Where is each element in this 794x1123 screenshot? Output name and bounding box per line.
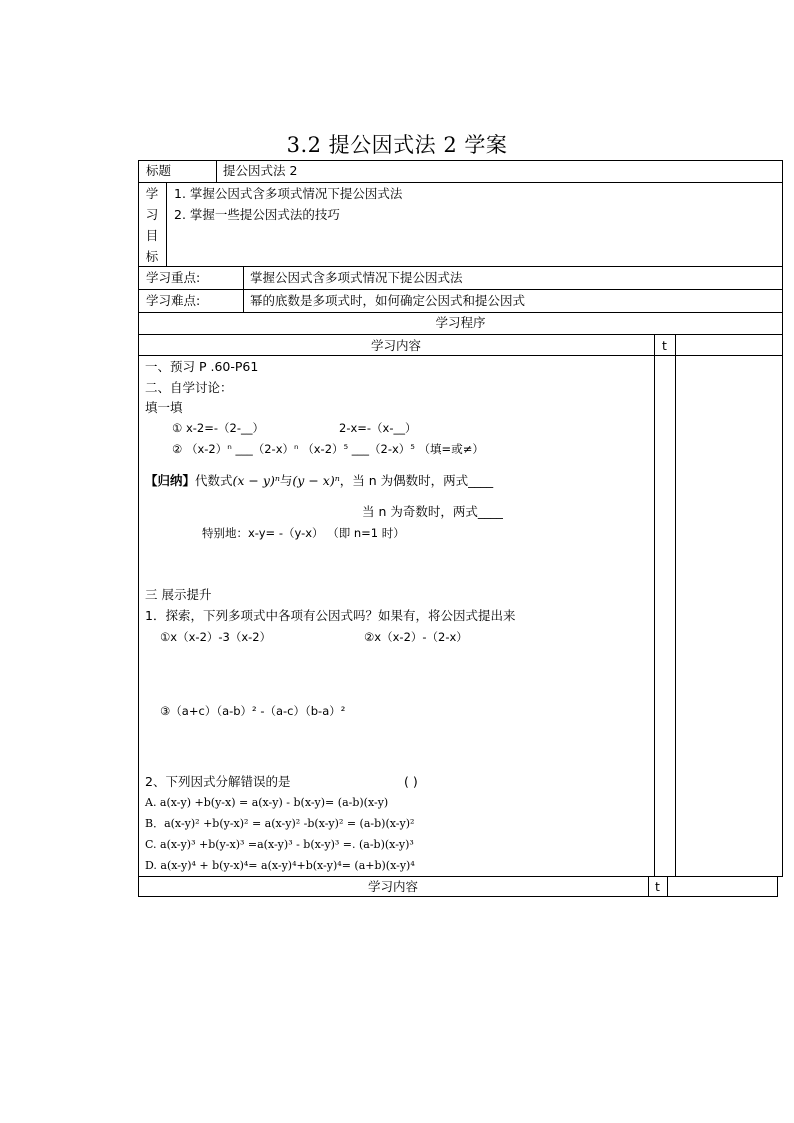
blank-item-1b: 2-x=-（x-__） xyxy=(339,421,417,435)
option-b: B．a(x-y)² +b(y-x)² = a(x-y)² -b(x-y)² = (a-b)(x-y)² xyxy=(145,817,415,830)
t-column-header: t xyxy=(662,338,667,353)
explore-question: 1．探索，下列多项式中各项有公因式吗？如果有，将公因式提出来 xyxy=(145,608,516,623)
key-point-value: 掌握公因式含多项式情况下提公因式法 xyxy=(250,270,463,285)
option-a: A. a(x-y) +b(y-x) = a(x-y) - b(x-y)= (a-b)(x-y) xyxy=(145,796,389,809)
summary-line xyxy=(145,473,493,489)
summary-expr-2: (y − x)ⁿ xyxy=(292,473,340,488)
difficulty-value: 幂的底数是多项式时，如何确定公因式和提公因式 xyxy=(250,293,526,308)
blank-item-2: ② （x-2）ⁿ ___（2-x）ⁿ （x-2）⁵ ___（2-x）⁵ （填=或≠） xyxy=(172,442,484,456)
blank-item-1a: ① x-2=-（2-__） xyxy=(172,421,264,435)
summary-tag: 【归纳】 xyxy=(145,473,196,488)
summary-with: 与 xyxy=(279,473,293,488)
fill-blank-title: 填一填 xyxy=(145,400,183,415)
option-d: D. a(x-y)⁴ + b(y-x)⁴= a(x-y)⁴+b(x-y)⁴= (a+b)(x-y)⁴ xyxy=(145,859,415,872)
special-case: 特别地：x-y= -（y-x） （即 n=1 时） xyxy=(202,526,405,540)
goal-item: 2. 掌握一些提公因式法的技巧 xyxy=(174,207,340,222)
footer-content-header: 学习内容 xyxy=(367,879,418,894)
procedure-heading: 学习程序 xyxy=(435,315,486,330)
question-2-answer-blank: ( ) xyxy=(404,774,418,789)
footer-t-header: t xyxy=(655,879,660,894)
explore-item-1: ①x（x-2）-3（x-2） xyxy=(160,630,272,644)
option-c: C. a(x-y)³ +b(y-x)³ =a(x-y)³ - b(x-y)³ =. (a-b)(x-y)³ xyxy=(145,838,414,851)
question-2: 2、下列因式分解错误的是 xyxy=(145,774,291,789)
summary-tail: ，当 n 为偶数时，两式____ xyxy=(339,473,494,488)
explore-item-3: ③（a+c）（a-b）² -（a-c）（b-a）² xyxy=(160,704,346,718)
content-column-header: 学习内容 xyxy=(370,338,421,353)
title-label: 标题 xyxy=(146,163,172,178)
show-section-title: 三 展示提升 xyxy=(145,587,212,602)
summary-odd: 当 n 为奇数时，两式____ xyxy=(362,504,503,519)
title-value: 提公因式法 2 xyxy=(223,163,298,178)
summary-expr-1: (x − y)ⁿ xyxy=(232,473,280,488)
key-point-label: 学习重点: xyxy=(146,270,201,285)
difficulty-label: 学习难点: xyxy=(146,293,201,308)
goals-label: 学 习 目 标 xyxy=(145,186,159,264)
summary-mid: 代数式 xyxy=(195,473,233,488)
page-title: 3.2 提公因式法 2 学案 xyxy=(286,133,508,157)
preview-line: 一、预习 P .60-P61 xyxy=(145,359,259,374)
goal-item: 1. 掌握公因式含多项式情况下提公因式法 xyxy=(174,186,403,201)
explore-item-2: ②x（x-2）-（2-x） xyxy=(364,630,468,644)
self-study-line: 二、自学讨论： xyxy=(145,380,233,395)
